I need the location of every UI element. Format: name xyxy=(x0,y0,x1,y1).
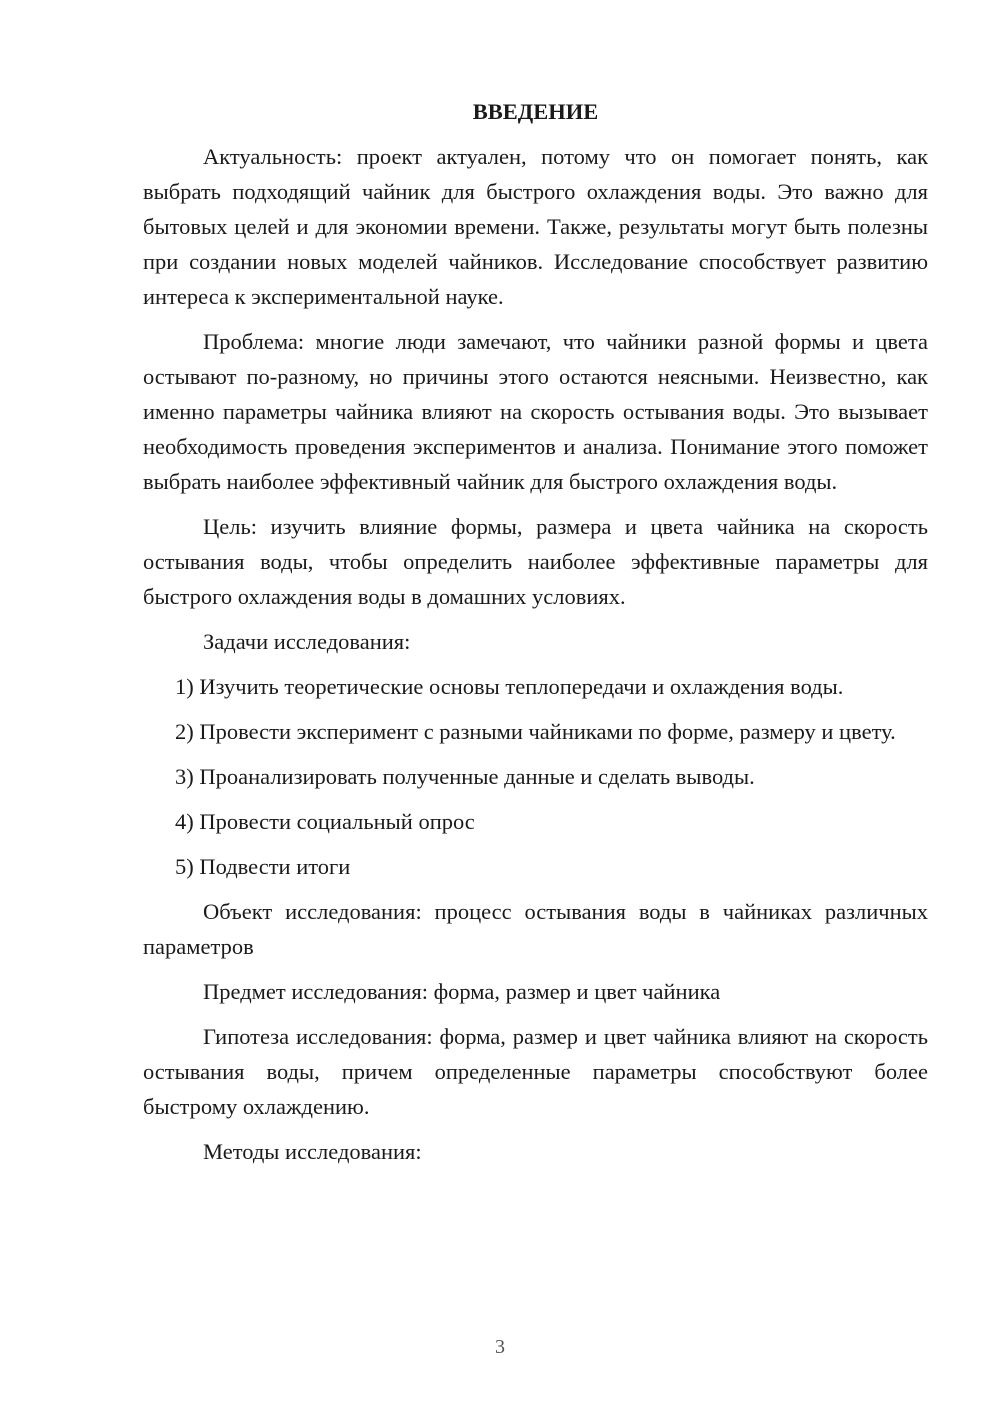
tasks-heading: Задачи исследования: xyxy=(203,629,411,654)
page-number: 3 xyxy=(495,1336,505,1358)
task-item-4: 4) Провести социальный опрос xyxy=(175,809,475,834)
object-paragraph: Объект исследования: процесс остывания воды в чайниках различных параметров xyxy=(143,899,928,959)
subject-paragraph: Предмет исследования: форма, размер и цвет чайника xyxy=(203,979,721,1004)
task-item-2: 2) Провести эксперимент с разными чайниками по форме, размеру и цвету. xyxy=(175,719,896,744)
section-title: ВВЕДЕНИЕ xyxy=(472,99,599,124)
hypothesis-paragraph: Гипотеза исследования: форма, размер и цвет чайника влияют на скорость остывания воды, причем определенные параметры способствуют более быстрому охлаждению. xyxy=(143,1024,928,1119)
goal-paragraph: Цель: изучить влияние формы, размера и цвета чайника на скорость остывания воды, чтобы определить наиболее эффективные параметры для быстрого охлаждения воды в домашних условиях. xyxy=(143,514,928,609)
relevance-paragraph: Актуальность: проект актуален, потому что он помогает понять, как выбрать подходящий чайник для быстрого охлаждения воды. Это важно для бытовых целей и для экономии времени. Также, результаты могут быть полезны при создании новых моделей чайников. Исследование способствует развитию интереса к экспериментальной науке. xyxy=(143,144,928,309)
task-item-3: 3) Проанализировать полученные данные и сделать выводы. xyxy=(175,764,755,789)
problem-paragraph: Проблема: многие люди замечают, что чайники разной формы и цвета остывают по-разному, но причины этого остаются неясными. Неизвестно, как именно параметры чайника влияют на скорость остывания воды. Это вызывает необходимость проведения экспериментов и анализа. Понимание этого поможет выбрать наиболее эффективный чайник для быстрого охлаждения воды. xyxy=(143,329,928,494)
page-content xyxy=(143,94,928,1179)
task-item-1: 1) Изучить теоретические основы теплопередачи и охлаждения воды. xyxy=(175,674,844,699)
methods-heading: Методы исследования: xyxy=(203,1139,422,1164)
task-item-5: 5) Подвести итоги xyxy=(175,854,351,879)
